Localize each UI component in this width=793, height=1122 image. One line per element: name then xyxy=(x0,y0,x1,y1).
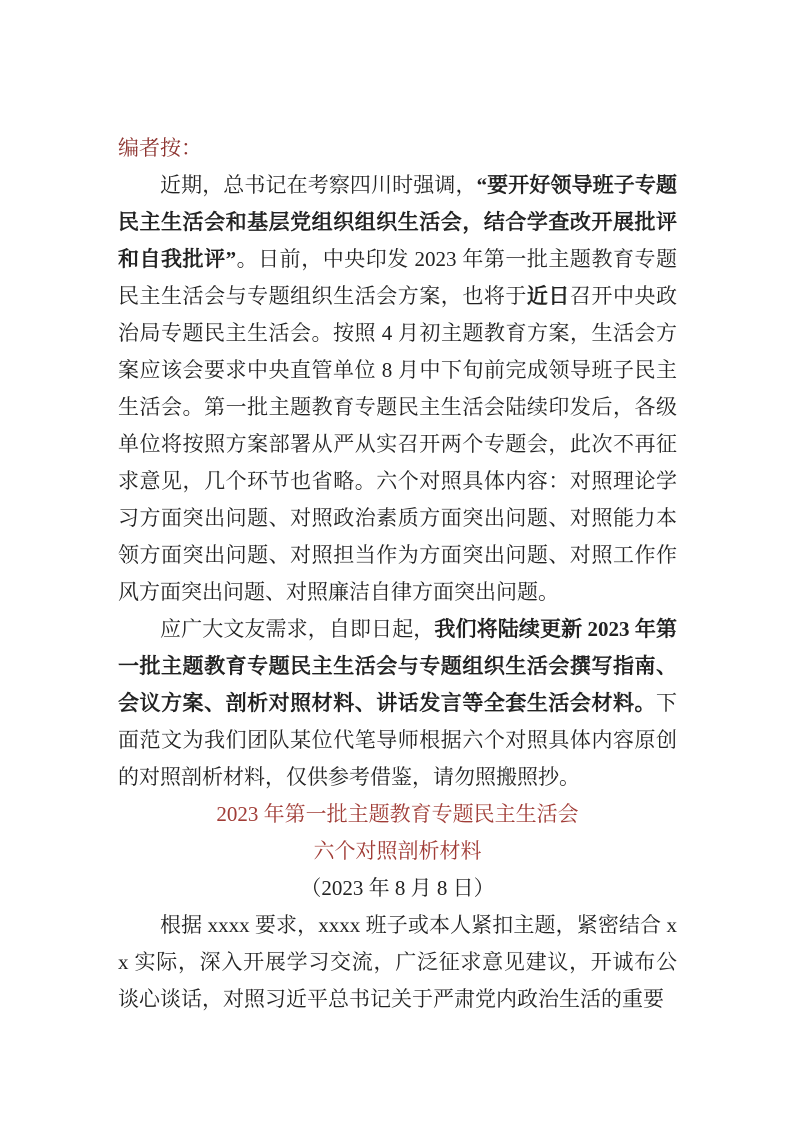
text-run-regular: 根据 xxxx 要求，xxxx 班子或本人紧扣主题，紧密结合 xx 实际，深入开展学习交流，广泛征求意见建议，开诚布公谈心谈话，对照习近平总书记关于严肃党内政治生活的重要 xyxy=(118,913,677,1011)
document-body xyxy=(118,130,677,1018)
text-run-regular: 下面范文为我们团队某位代笔导师根据六个对照具体内容原创的对照剖析材料，仅供参考借鉴，请勿照搬照抄。 xyxy=(118,691,677,789)
paragraph-intro xyxy=(118,167,677,611)
text-run-bold-announcement: 我们将陆续更新 2023 年第一批主题教育专题民主生活会与专题组织生活会撰写指南、会议方案、剖析对照材料、讲话发言等全套生活会材料。 xyxy=(118,617,678,715)
text-run-regular: 应广大文友需求，自即日起， xyxy=(160,617,435,641)
paragraph-body-opening xyxy=(118,907,677,1018)
text-run-regular: 近期，总书记在考察四川时强调， xyxy=(160,173,477,197)
doc-title-line2: 六个对照剖析材料 xyxy=(313,839,482,863)
text-run-editor-note: 编者按： xyxy=(118,136,202,160)
doc-date: （2023 年 8 月 8 日） xyxy=(300,876,495,900)
doc-title-line1: 2023 年第一批主题教育专题民主生活会 xyxy=(216,802,579,826)
text-run-regular: 召开中央政治局专题民主生活会。按照 4 月初主题教育方案，生活会方案应该会要求中央直管单位 8 月中下旬前完成领导班子民主生活会。第一批主题教育专题民主生活会陆续印发后，各级单位将按照方案部署从严从实召开两个专题会，此次不再征求意见，几个环节也省略。六个对照具体内容：对照理论学习方面突出问题、对照政治素质方面突出问题、对照能力本领方面突出问题、对照担当作为方面突出问题、对照工作作风方面突出问题、对照廉洁自律方面突出问题。 xyxy=(118,284,678,604)
paragraph-announcement xyxy=(118,611,677,796)
text-run-bold-quote: “要开好领导班子专题民主生活会和基层党组织组织生活会，结合学查改开展批评和自我批评” xyxy=(118,173,677,271)
text-run-regular: 。日前，中央印发 2023 年第一批主题教育专题民主生活会与专题组织生活会方案，也将于 xyxy=(118,247,678,308)
editor-note-label xyxy=(118,130,677,167)
text-run-bold-soon: 近日 xyxy=(526,284,570,308)
